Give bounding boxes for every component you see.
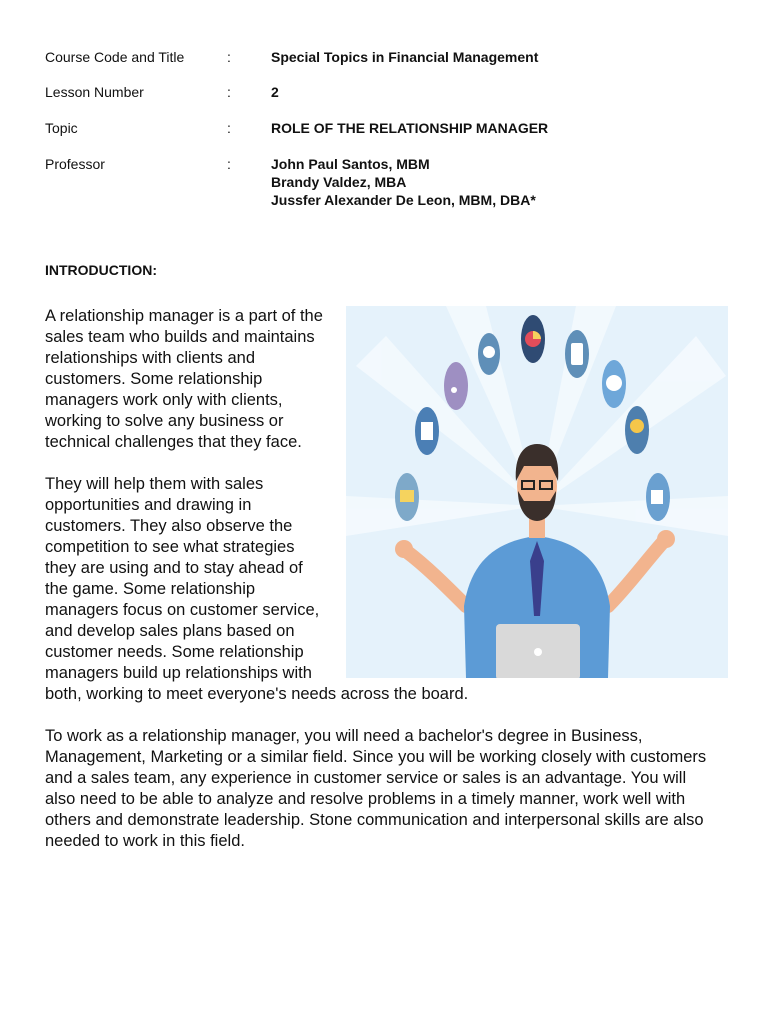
meta-label: Lesson Number bbox=[45, 84, 144, 100]
body-text bbox=[45, 306, 720, 873]
location-pin-icon bbox=[478, 333, 500, 375]
meta-colon: : bbox=[227, 49, 231, 65]
chat-icon bbox=[395, 473, 419, 521]
meta-label: Course Code and Title bbox=[45, 49, 185, 65]
meta-colon: : bbox=[227, 84, 231, 100]
paragraph: To work as a relationship manager, you will need a bachelor's degree in Business, Management, Marketing or a similar field. Since you will be working closely with customers and a sales team, any experience in customer service or sales is an advantage. You will also need to be able to analyze and resolve problems in a timely manner, work well with others and demonstrate leadership. Stone communication and interpersonal skills are also needed to work in this field. bbox=[45, 727, 707, 850]
document-icon bbox=[415, 407, 439, 455]
meta-value: John Paul Santos, MBM bbox=[271, 156, 430, 172]
meta-value: Brandy Valdez, MBA bbox=[271, 174, 407, 190]
meta-value: ROLE OF THE RELATIONSHIP MANAGER bbox=[271, 120, 549, 136]
meta-value: Jussfer Alexander De Leon, MBM, DBA* bbox=[271, 192, 536, 208]
copy-icon bbox=[646, 473, 670, 521]
meta-colon: : bbox=[227, 156, 231, 172]
paragraph: They will help them with sales opportunities and drawing in customers. They also observe the competition to see what strategies they are using and to stay ahead of the game. Some relationship managers focus on customer service, and develop sales plans based on customer needs. Some relationship managers build up relationships with both, working to meet everyone's needs across the board. bbox=[45, 475, 469, 703]
speech-bubble-icon bbox=[602, 360, 626, 408]
section-heading: INTRODUCTION: bbox=[45, 262, 157, 278]
lightbulb-icon bbox=[625, 406, 649, 454]
meta-label: Topic bbox=[45, 120, 78, 136]
rss-icon bbox=[444, 362, 468, 410]
meta-value: 2 bbox=[271, 84, 279, 100]
meta-value: Special Topics in Financial Management bbox=[271, 49, 539, 65]
smartphone-icon bbox=[565, 330, 589, 378]
paragraph: A relationship manager is a part of the sales team who builds and maintains relationships with clients and customers. Some relationship managers work only with clients, working to solve any business or technical challenges that they face. bbox=[45, 307, 323, 451]
meta-colon: : bbox=[227, 120, 231, 136]
pie-chart-icon bbox=[521, 315, 545, 363]
relationship-manager-illustration bbox=[346, 306, 728, 678]
meta-label: Professor bbox=[45, 156, 105, 172]
